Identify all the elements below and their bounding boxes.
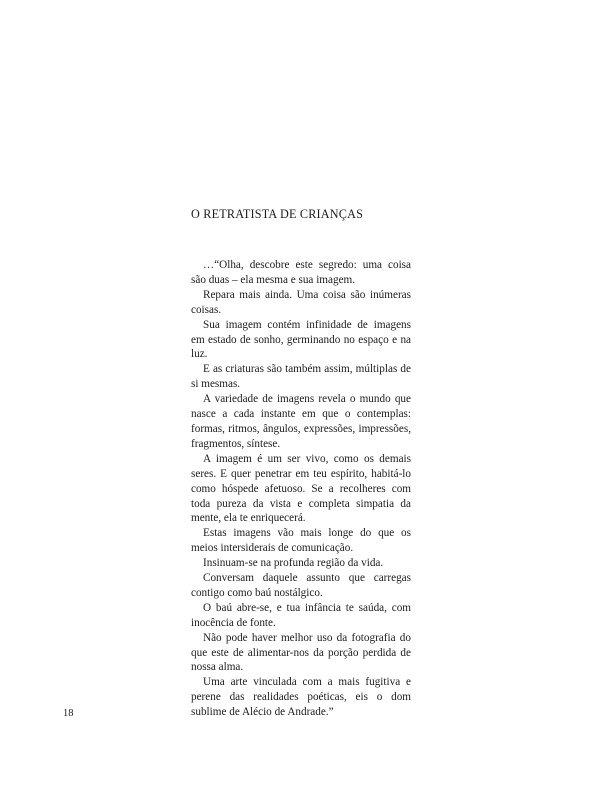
paragraph: O baú abre-se, e tua infância te saúda, com inocência de fonte. xyxy=(191,601,411,629)
page-title: O RETRATISTA DE CRIANÇAS xyxy=(191,207,364,221)
page-number: 18 xyxy=(63,708,74,719)
paragraph: Estas imagens vão mais longe do que os meios intersiderais de comunicação. xyxy=(191,527,411,555)
paragraph: Conversam daquele assunto que carregas contigo como baú nostálgico. xyxy=(191,572,411,599)
paragraph: E as criaturas são também assim, múltiplas de si mesmas. xyxy=(191,363,411,391)
paragraph: Não pode haver melhor uso da fotografia do que este de alimentar-nos da porção perdida de nossa alma. xyxy=(191,631,411,674)
paragraph: A variedade de imagens revela o mundo que nasce a cada instante em que o contemplas: formas, ritmos, ângulos, expressões, impressões, fragmentos, síntese. xyxy=(191,393,411,450)
paragraph: Insinuam-se na profunda região da vida. xyxy=(203,557,384,570)
body-text xyxy=(191,258,411,720)
paragraph: A imagem é um ser vivo, como os demais seres. E quer penetrar em teu espírito, habitá-lo como hóspede afetuoso. Se a recolheres com toda pureza da vista e completa simpatia da mente, ela te enriquecerá. xyxy=(191,452,411,525)
paragraph: …“Olha, descobre este segredo: uma coisa são duas – ela mesma e sua imagem. xyxy=(191,259,411,286)
paragraph: Repara mais ainda. Uma coisa são inúmeras coisas. xyxy=(191,288,411,316)
paragraph: Sua imagem contém infinidade de imagens em estado de sonho, germinando no espaço e na luz. xyxy=(191,318,411,361)
paragraph: Uma arte vinculada com a mais fugitiva e perene das realidades poéticas, eis o dom sublime de Alécio de Andrade.” xyxy=(191,676,411,719)
